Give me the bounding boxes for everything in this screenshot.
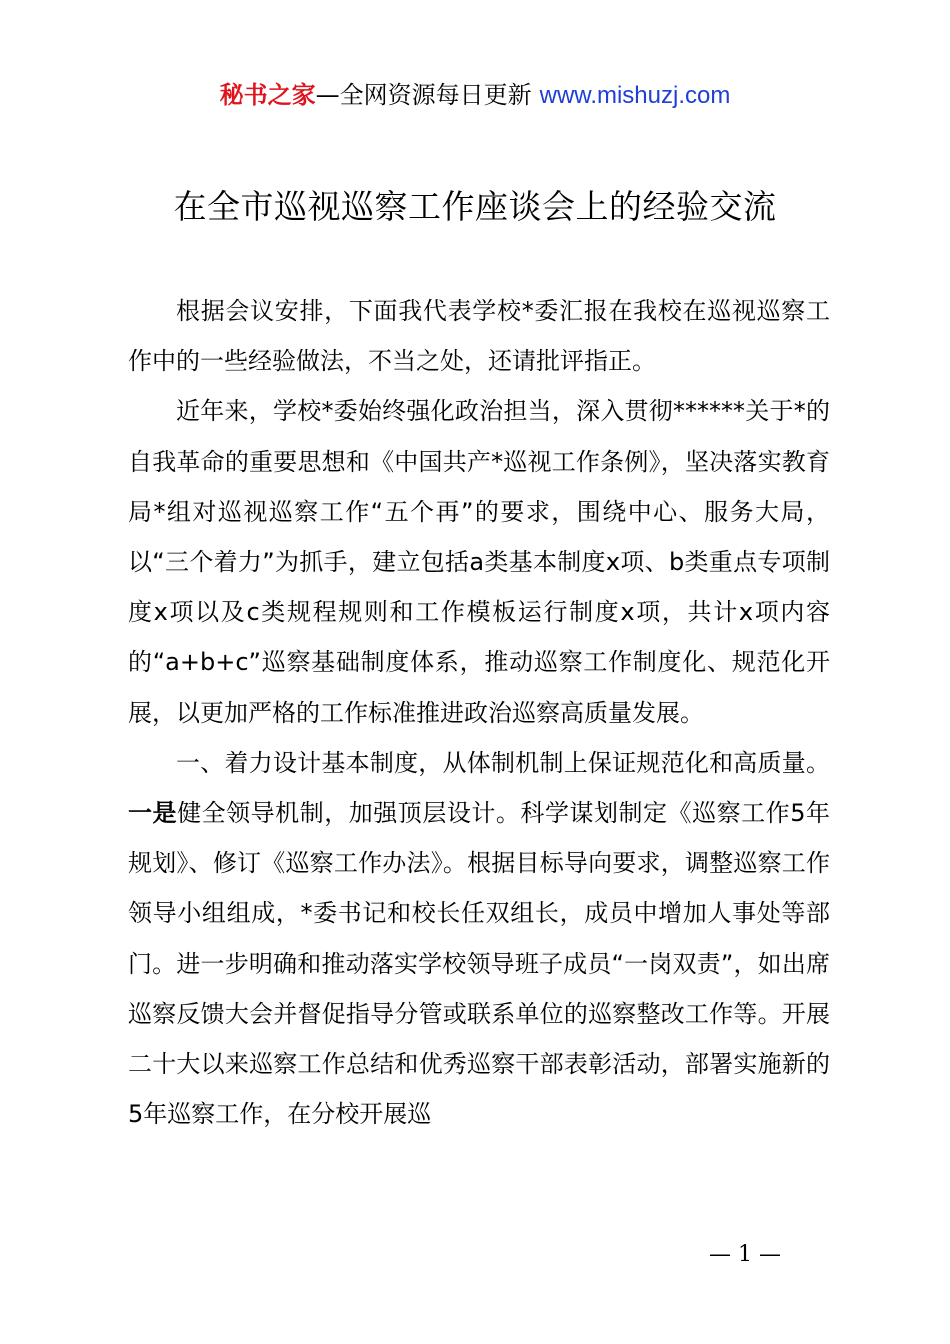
document-body [128,286,830,1139]
paragraph-intro: 根据会议安排，下面我代表学校*委汇报在我校在巡视巡察工作中的一些经验做法，不当之处，还请批评指正。 [128,297,830,376]
section-one-text: 健全领导机制，加强顶层设计。科学谋划制定《巡察工作5年规划》、修订《巡察工作办法》。根据目标导向要求，调整巡察工作领导小组组成，*委书记和校长任双组长，成员中增加人事处等部门。进一步明确和推动落实学校领导班子成员“一岗双责”，如出席巡察反馈大会并督促指导分管或联系单位的巡察整改工作等。开展二十大以来巡察工作总结和优秀巡察干部表彰活动，部署实施新的5年巡察工作，在分校开展巡 [128,799,830,1129]
section-one-bold-lead: 一是 [128,799,178,828]
site-header [0,78,950,113]
section-one-heading: 一、着力设计基本制度，从体制机制上保证规范化和高质量。 [176,748,830,777]
page-number: — 1 — [709,1242,781,1267]
document-title: 在全市巡视巡察工作座谈会上的经验交流 [173,187,777,226]
paragraph-section-one [128,738,830,1140]
site-url[interactable]: www.mishuzj.com [539,82,731,109]
paragraph-overview: 近年来，学校*委始终强化政治担当，深入贯彻******关于*的自我革命的重要思想和《中国共产*巡视工作条例》，坚决落实教育局*组对巡视巡察工作“五个再”的要求，围绕中心、服务大局，以“三个着力”为抓手，建立包括a类基本制度x项、b类重点专项制度x项以及c类规程规则和工作模板运行制度x项，共计x项内容的“a+b+c”巡察基础制度体系，推动巡察工作制度化、规范化开展，以更加严格的工作标准推进政治巡察高质量发展。 [128,397,830,727]
site-name: 秘书之家 [219,81,316,109]
site-tagline: —全网资源每日更新 [315,81,532,109]
